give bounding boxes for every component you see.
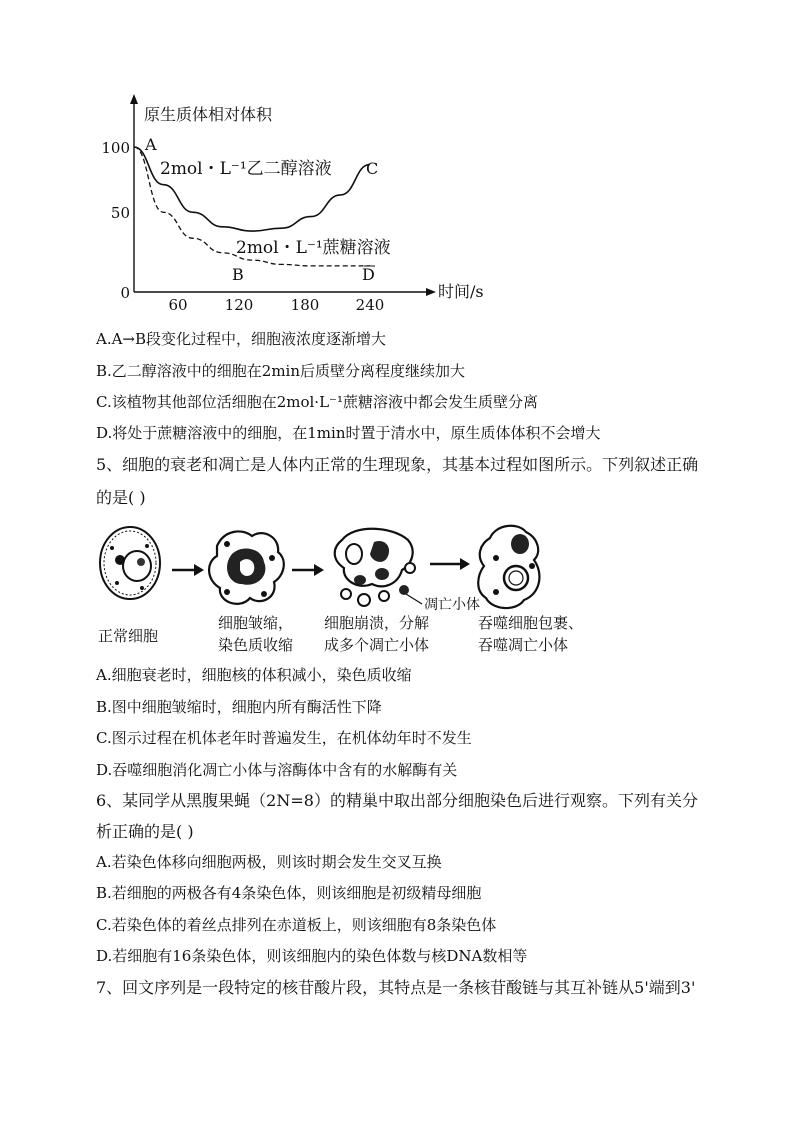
- series-label-ethanediol: 2mol・L⁻¹乙二醇溶液: [160, 159, 332, 179]
- arrow-1-head: [194, 564, 204, 576]
- q4-option-a: A.A→B段变化过程中，细胞液浓度逐渐增大: [96, 330, 387, 348]
- shrinking-cell-drawing: [209, 531, 284, 603]
- x-tick-120: 120: [224, 296, 254, 310]
- y-tick-50: 50: [110, 204, 130, 222]
- point-label-a: A: [145, 135, 157, 154]
- q6-option-a: A.若染色体移向细胞两极，则该时期会发生交叉互换: [96, 853, 442, 871]
- normal-cell-caption: 正常细胞: [98, 627, 159, 645]
- shrink-caption-line2: 染色质收缩: [218, 636, 294, 654]
- arrow-2-head: [314, 564, 324, 576]
- q6-stem-line2: 析正确的是( ): [96, 822, 194, 841]
- q4-option-b: B.乙二醇溶液中的细胞在2min后质壁分离程度继续加大: [96, 362, 466, 380]
- y-axis-arrow: [130, 94, 138, 104]
- apoptotic-body-pointer: [406, 594, 422, 604]
- collapse-caption-line2: 成多个凋亡小体: [324, 636, 430, 654]
- x-tick-240: 240: [355, 296, 385, 310]
- q6-option-b: B.若细胞的两极各有4条染色体，则该细胞是初级精母细胞: [96, 884, 482, 902]
- q5-option-d: D.吞噬细胞消化凋亡小体与溶酶体中含有的水解酶有关: [96, 761, 458, 779]
- collapsing-cell-drawing: [335, 529, 415, 606]
- normal-cell-drawing: [100, 527, 160, 599]
- q6-option-d: D.若细胞有16条染色体，则该细胞内的染色体数与核DNA数相等: [96, 947, 528, 965]
- point-label-c: C: [366, 159, 379, 178]
- q5-option-a: A.细胞衰老时，细胞核的体积减小，染色质收缩: [96, 666, 412, 684]
- arrow-3-head: [460, 558, 470, 570]
- apoptosis-figure: [92, 518, 602, 618]
- engulf-caption-line1: 吞噬细胞包裹、: [478, 614, 584, 632]
- series-label-sucrose: 2mol・L⁻¹蔗糖溶液: [236, 238, 391, 258]
- q5-stem-line1: 5、细胞的衰老和凋亡是人体内正常的生理现象，其基本过程如图所示。下列叙述正确: [96, 455, 699, 474]
- apoptotic-body-label: 凋亡小体: [424, 597, 480, 613]
- q6-stem-line1: 6、某同学从黑腹果蝇（2N=8）的精巢中取出部分细胞染色后进行观察。下列有关分: [96, 791, 698, 810]
- x-axis-label: 时间/s: [438, 282, 484, 301]
- collapse-caption-line1: 细胞崩溃，分解: [324, 614, 430, 632]
- y-tick-0: 0: [120, 284, 130, 302]
- q5-option-b: B.图中细胞皱缩时，细胞内所有酶活性下降: [96, 698, 382, 716]
- q5-stem-line2: 的是( ): [96, 488, 146, 507]
- volume-chart: [90, 90, 510, 310]
- q7-stem-line1: 7、回文序列是一段特定的核苷酸片段，其特点是一条核苷酸链与其互补链从5'端到3': [96, 978, 696, 997]
- point-label-b: B: [232, 265, 244, 284]
- q5-option-c: C.图示过程在机体老年时普遍发生，在机体幼年时不发生: [96, 729, 472, 747]
- x-tick-60: 60: [168, 296, 188, 310]
- q4-option-c: C.该植物其他部位活细胞在2mol·L⁻¹蔗糖溶液中都会发生质壁分离: [96, 393, 538, 411]
- engulfing-cell-drawing: [478, 526, 539, 608]
- y-tick-100: 100: [101, 139, 130, 157]
- q4-option-d: D.将处于蔗糖溶液中的细胞，在1min时置于清水中，原生质体体积不会增大: [96, 424, 601, 442]
- engulf-caption-line2: 吞噬凋亡小体: [478, 636, 569, 654]
- shrink-caption-line1: 细胞皱缩，: [218, 614, 294, 632]
- x-tick-180: 180: [290, 296, 320, 310]
- q6-option-c: C.若染色体的着丝点排列在赤道板上，则该细胞有8条染色体: [96, 916, 497, 934]
- point-label-d: D: [362, 265, 375, 284]
- x-axis-arrow: [426, 288, 436, 296]
- y-axis-label: 原生质体相对体积: [144, 105, 273, 124]
